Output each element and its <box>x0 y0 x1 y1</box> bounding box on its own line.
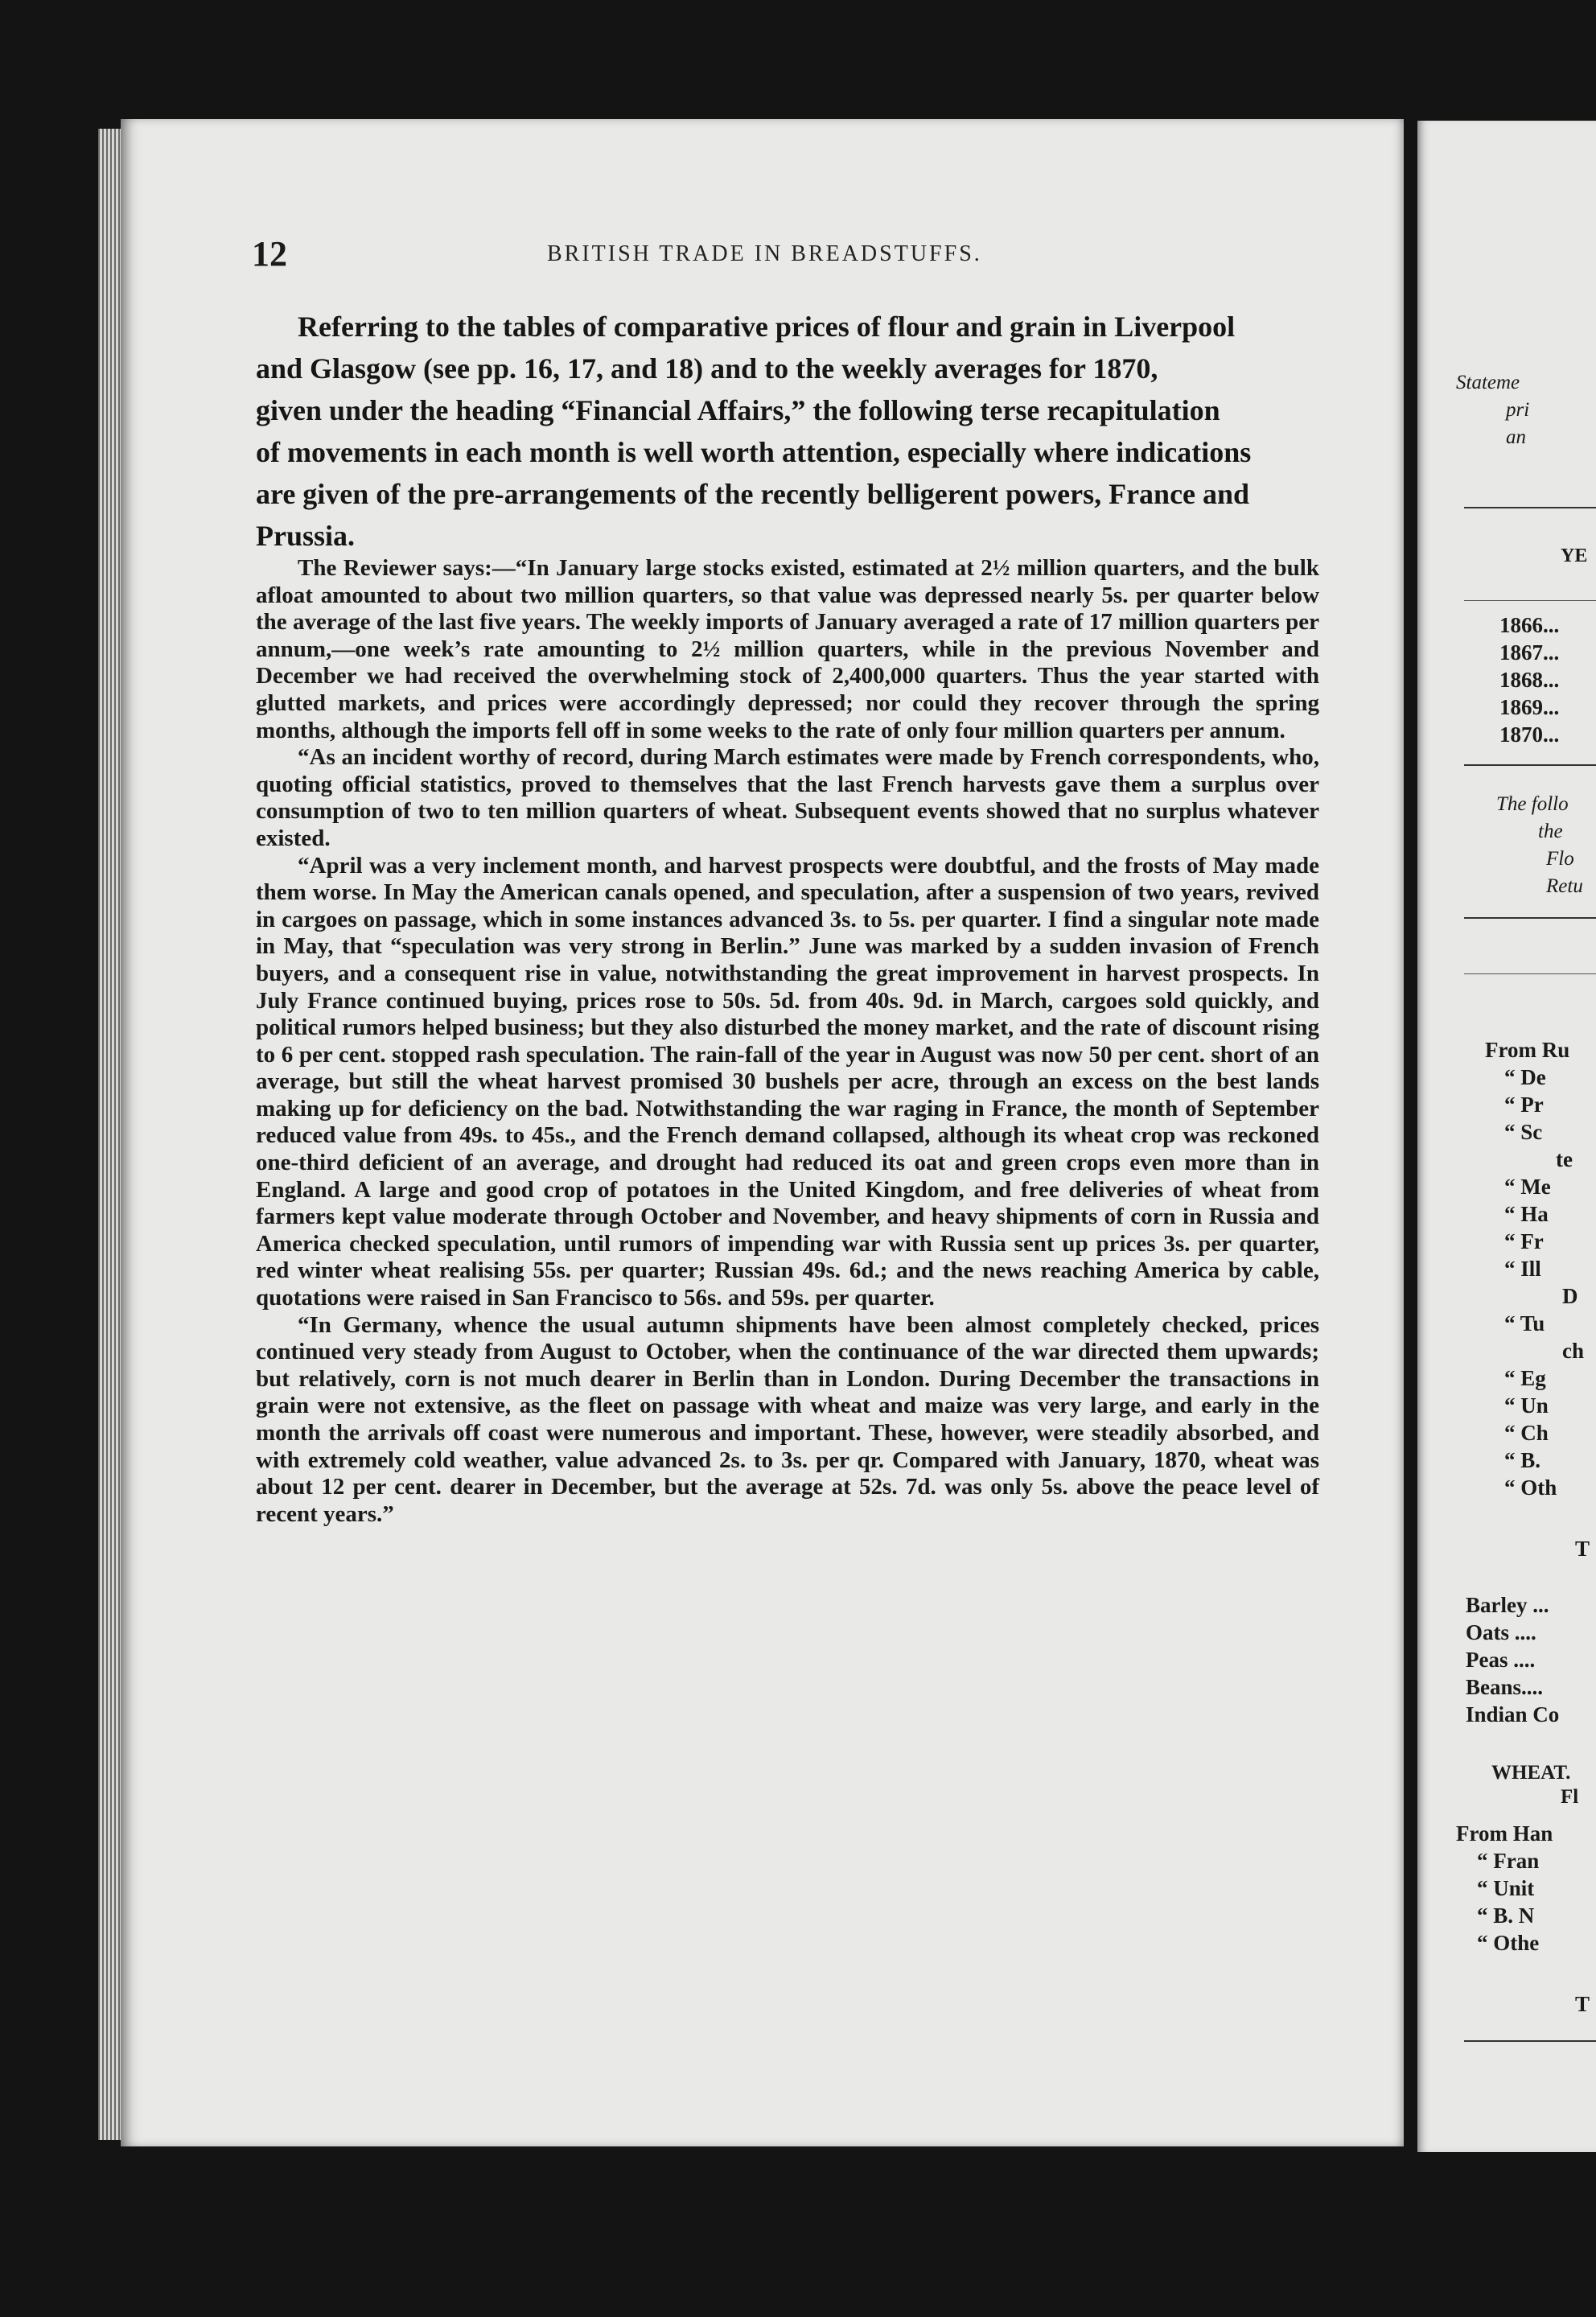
rp-from-item-2: “ B. N <box>1477 1903 1535 1928</box>
intro-line: given under the heading “Financial Affairs,” the following terse recapitulation <box>256 394 1220 426</box>
rp-note-line: Flo <box>1546 848 1574 870</box>
rp-from-item: “ Pr <box>1504 1093 1544 1117</box>
rp-from-item: “ Ha <box>1504 1202 1549 1226</box>
rp-wheat-head: Fl <box>1561 1786 1579 1808</box>
rp-rule <box>1464 507 1596 508</box>
right-page <box>1417 121 1596 2152</box>
rp-grain-item: Barley ... <box>1466 1593 1549 1617</box>
rp-note-line: the <box>1538 821 1563 842</box>
rp-from-item: ch <box>1562 1339 1584 1363</box>
rp-from-item-2: “ Othe <box>1477 1931 1540 1955</box>
rp-heading-line: Stateme <box>1456 372 1520 393</box>
rp-heading-line: an <box>1506 426 1526 448</box>
rp-from-item: “ Tu <box>1504 1311 1545 1335</box>
rp-rule <box>1464 600 1596 601</box>
rp-from-item: “ Sc <box>1504 1120 1543 1144</box>
page-edges <box>98 129 122 2140</box>
rp-from-item: “ Me <box>1504 1175 1551 1199</box>
rp-year: 1869... <box>1499 695 1560 719</box>
rp-year: 1868... <box>1499 668 1560 692</box>
rp-from-item: “ Fr <box>1504 1229 1544 1253</box>
rp-total-label: T <box>1575 1537 1590 1561</box>
intro-line: and Glasgow (see pp. 16, 17, and 18) and to the weekly averages for 1870, <box>256 352 1158 385</box>
rp-note-line: The follo <box>1496 793 1569 815</box>
paragraph-march: “As an incident worthy of record, during March estimates were made by French correspondents, who, quoting official statistics, proved to themselves that the last French harvests gave them a surplus over consumption of two to ten million quarters of wheat. Subsequent events showed that no surplus whatever existed. <box>256 744 1319 851</box>
rp-year: 1866... <box>1499 613 1560 637</box>
rp-from-item: “ De <box>1504 1065 1546 1089</box>
rp-from-item: From Ru <box>1485 1038 1570 1062</box>
rp-grain-item: Peas .... <box>1466 1648 1536 1672</box>
rp-from-item: D <box>1562 1284 1578 1308</box>
body-text <box>256 555 1319 1528</box>
rp-grain-item: Oats .... <box>1466 1620 1536 1644</box>
rp-from-item: “ B. <box>1504 1448 1541 1472</box>
paragraph-april: “April was a very inclement month, and harvest prospects were doubtful, and the frosts of May made them worse. In May the American canals opened, and speculation, after a suspension of two years, revived in cargoes on passage, which in some instances advanced 3s. to 5s. per quarter. I find a singular note made in May, that “speculation was very strong in Berlin.” June was marked by a sudden invasion of French buyers, and a consequent rise in value, notwithstanding the great improvement in harvest prospects. In July France continued buying, prices rose to 50s. 5d. from 40s. 9d. in March, cargoes sold quickly, and political rumors helped business; but they also disturbed the money market, and the rate of discount rising to 6 per cent. stopped rash speculation. The rain-fall of the year in August was now 50 per cent. short of an average, but still the wheat harvest promised 30 bushels per acre, through an excess on the best lands making up for deficiency on the bad. Notwithstanding the war raging in France, the month of September reduced value from 49s. to 45s., and the French demand collapsed, although its wheat crop was reckoned one-third deficient of an average, and drought had reduced its oat and green crops even more than in England. A large and good crop of potatoes in the United Kingdom, and free deliveries of wheat from farmers kept value moderate through October and November, and heavy shipments of corn in Russia and America checked speculation, until rumors of impending war with Russia sent up prices 3s. per quarter, red winter wheat realising 55s. per quarter; Russian 49s. 6d.; and the news reaching America by cable, quotations were raised in San Francisco to 56s. and 59s. per quarter. <box>256 852 1319 1311</box>
page-number: 12 <box>252 234 287 274</box>
rp-from-item: “ Ch <box>1504 1421 1549 1445</box>
rp-from-item-2: “ Unit <box>1477 1876 1535 1900</box>
intro-line: Referring to the tables of comparative prices of flour and grain in Liverpool <box>298 311 1236 343</box>
rp-from-item-2: From Han <box>1456 1821 1553 1846</box>
running-title: BRITISH TRADE IN BREADSTUFFS. <box>547 241 982 266</box>
rp-rule <box>1464 917 1596 919</box>
intro-line: of movements in each month is well worth attention, especially where indications <box>256 436 1252 468</box>
intro-paragraph <box>256 306 1334 557</box>
rp-wheat-head: WHEAT. <box>1491 1762 1571 1784</box>
rp-heading-line: pri <box>1506 399 1530 421</box>
paragraph-reviewer: The Reviewer says:—“In January large stocks existed, estimated at 2½ million quarters, and the bulk afloat amounted to about two million quarters, so that value was depressed nearly 5s. per quarter below the average of the last five years. The weekly imports of January averaged a rate of 17 million quarters per annum,—one week’s rate amounting to 2½ million quarters, while in the previous November and December we had received the overwhelming stock of 2,400,000 quarters. Thus the year started with glutted markets, and prices were accordingly depressed; nor could they recover through the spring months, although the imports fell off in some weeks to the rate of only four million quarters per annum. <box>256 555 1319 743</box>
intro-line: Prussia. <box>256 520 356 552</box>
rp-col-head: YE <box>1561 545 1588 566</box>
rp-year: 1867... <box>1499 640 1560 665</box>
paragraph-germany: “In Germany, whence the usual autumn shipments have been almost completely checked, prices continued very steady from August to October, when the continuance of the war directed them upwards; but relatively, corn is not much dearer in Berlin than in London. During December the transactions in grain were not extensive, as the fleet on passage with wheat and maize was very large, and early in the month the arrivals off coast were numerous and important. These, however, were steadily absorbed, and with extremely cold weather, value advanced 2s. to 3s. per qr. Compared with January, 1870, wheat was about 12 per cent. dearer in December, but the average at 52s. 7d. was only 5s. above the peace level of recent years.” <box>256 1311 1319 1527</box>
rp-from-item-2: “ Fran <box>1477 1849 1540 1873</box>
rp-from-item: “ Ill <box>1504 1257 1541 1281</box>
intro-line: are given of the pre-arrangements of the recently belligerent powers, France and <box>256 478 1250 510</box>
rp-rule <box>1464 973 1596 974</box>
rp-total-label: T <box>1575 1992 1590 2016</box>
rp-grain-item: Indian Co <box>1466 1702 1560 1726</box>
rp-rule <box>1464 764 1596 766</box>
rp-from-item: te <box>1556 1147 1573 1171</box>
rp-grain-item: Beans.... <box>1466 1675 1544 1699</box>
rp-rule <box>1464 2040 1596 2042</box>
rp-from-item: “ Oth <box>1504 1475 1557 1500</box>
rp-year: 1870... <box>1499 722 1560 747</box>
rp-from-item: “ Eg <box>1504 1366 1546 1390</box>
rp-from-item: “ Un <box>1504 1393 1549 1418</box>
rp-note-line: Retu <box>1546 875 1583 897</box>
